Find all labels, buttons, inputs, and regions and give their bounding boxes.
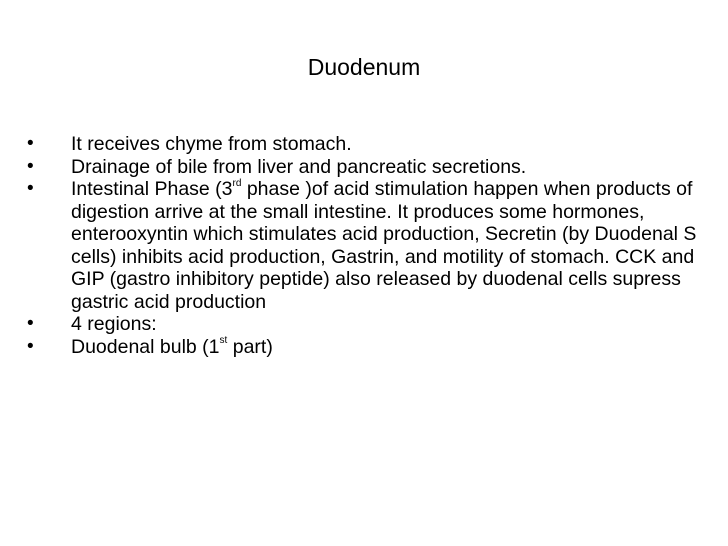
- bullet-item: [26, 336, 716, 359]
- bullet-icon: •: [27, 335, 34, 357]
- bullet-item: [26, 313, 716, 336]
- bullet-list: [26, 133, 716, 358]
- bullet-icon: •: [27, 178, 34, 199]
- bullet-text: [71, 178, 696, 313]
- ordinal-superscript: rd: [232, 177, 242, 189]
- bullet-text-rest: part): [227, 335, 273, 358]
- bullet-text-start: Duodenal bulb (1: [71, 335, 220, 358]
- bullet-text-rest: phase )of acid stimulation happen when products of digestion arrive at the small intestine. It produces some hormones, enterooxyntin which stimulates acid production, Secretin (by Duodenal S cells) inhibits acid production, Gastrin, and motility of stomach. CCK and GIP (gastro inhibitory peptide) also released by duodenal cells supress gastric acid production: [71, 178, 697, 313]
- bullet-text: It receives chyme from stomach.: [71, 133, 352, 155]
- ordinal-superscript: st: [219, 335, 228, 346]
- bullet-icon: •: [27, 313, 34, 334]
- bullet-text: Drainage of bile from liver and pancreatic secretions.: [71, 155, 527, 178]
- slide-title: Duodenum: [307, 54, 421, 80]
- bullet-icon: •: [27, 155, 34, 177]
- bullet-item: [26, 156, 716, 179]
- bullet-item: [26, 133, 716, 156]
- bullet-text: 4 regions:: [71, 313, 157, 335]
- bullet-item: [26, 178, 716, 313]
- bullet-icon: •: [27, 133, 34, 154]
- bullet-text-start: Intestinal Phase (3: [71, 178, 233, 200]
- bullet-text: [71, 336, 273, 358]
